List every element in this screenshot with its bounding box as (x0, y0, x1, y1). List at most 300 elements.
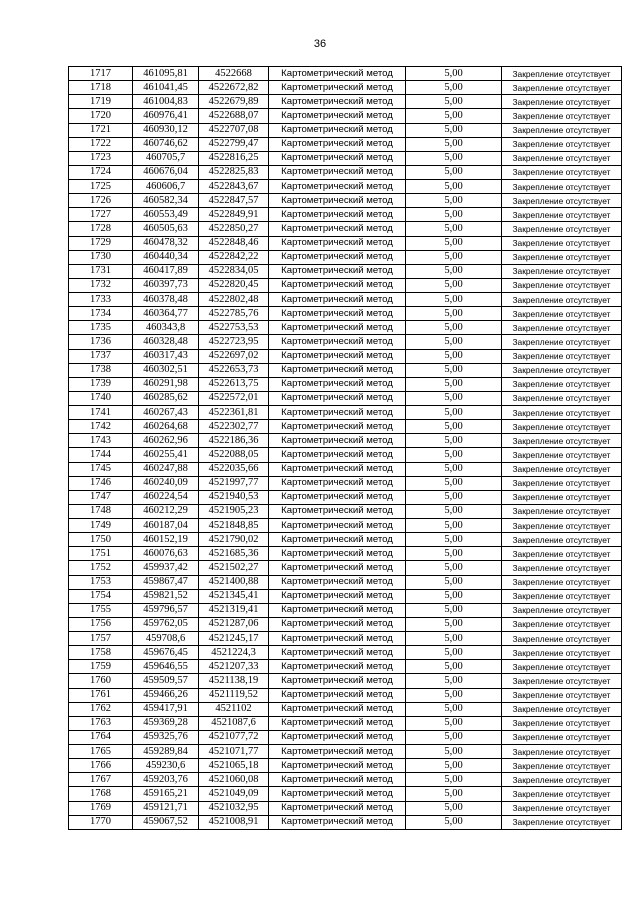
y-coordinate-cell: 4522820,45 (199, 278, 269, 292)
table-row (69, 787, 622, 801)
accuracy-cell: 5,00 (406, 688, 502, 702)
accuracy-cell: 5,00 (406, 448, 502, 462)
method-cell: Картометрический метод (269, 674, 406, 688)
point-number-cell: 1769 (69, 801, 133, 815)
fixation-cell: Закрепление отсутствует (502, 222, 622, 236)
table-row (69, 745, 622, 759)
table-row (69, 151, 622, 165)
x-coordinate-cell: 459203,76 (133, 773, 199, 787)
table-row (69, 307, 622, 321)
method-cell: Картометрический метод (269, 801, 406, 815)
y-coordinate-cell: 4522302,77 (199, 420, 269, 434)
method-cell: Картометрический метод (269, 759, 406, 773)
y-coordinate-cell: 4522361,81 (199, 406, 269, 420)
table-row (69, 293, 622, 307)
table-row (69, 632, 622, 646)
method-cell: Картометрический метод (269, 222, 406, 236)
x-coordinate-cell: 460930,12 (133, 123, 199, 137)
fixation-cell: Закрепление отсутствует (502, 519, 622, 533)
point-number-cell: 1726 (69, 194, 133, 208)
point-number-cell: 1739 (69, 377, 133, 391)
x-coordinate-cell: 460440,34 (133, 250, 199, 264)
method-cell: Картометрический метод (269, 745, 406, 759)
y-coordinate-cell: 4522843,67 (199, 180, 269, 194)
fixation-cell: Закрепление отсутствует (502, 434, 622, 448)
coordinates-table-body (69, 67, 622, 830)
accuracy-cell: 5,00 (406, 335, 502, 349)
y-coordinate-cell: 4522707,08 (199, 123, 269, 137)
method-cell: Картометрический метод (269, 787, 406, 801)
fixation-cell: Закрепление отсутствует (502, 787, 622, 801)
table-row (69, 533, 622, 547)
fixation-cell: Закрепление отсутствует (502, 504, 622, 518)
y-coordinate-cell: 4521940,53 (199, 490, 269, 504)
x-coordinate-cell: 460267,43 (133, 406, 199, 420)
point-number-cell: 1729 (69, 236, 133, 250)
point-number-cell: 1760 (69, 674, 133, 688)
x-coordinate-cell: 460187,04 (133, 519, 199, 533)
table-row (69, 448, 622, 462)
accuracy-cell: 5,00 (406, 674, 502, 688)
table-row (69, 646, 622, 660)
fixation-cell: Закрепление отсутствует (502, 730, 622, 744)
table-row (69, 391, 622, 405)
fixation-cell: Закрепление отсутствует (502, 420, 622, 434)
y-coordinate-cell: 4522799,47 (199, 137, 269, 151)
accuracy-cell: 5,00 (406, 617, 502, 631)
method-cell: Картометрический метод (269, 519, 406, 533)
point-number-cell: 1730 (69, 250, 133, 264)
method-cell: Картометрический метод (269, 575, 406, 589)
method-cell: Картометрический метод (269, 151, 406, 165)
accuracy-cell: 5,00 (406, 773, 502, 787)
y-coordinate-cell: 4522653,73 (199, 363, 269, 377)
accuracy-cell: 5,00 (406, 137, 502, 151)
x-coordinate-cell: 460328,48 (133, 335, 199, 349)
fixation-cell: Закрепление отсутствует (502, 194, 622, 208)
fixation-cell: Закрепление отсутствует (502, 293, 622, 307)
y-coordinate-cell: 4521102 (199, 702, 269, 716)
method-cell: Картометрический метод (269, 448, 406, 462)
method-cell: Картометрический метод (269, 646, 406, 660)
fixation-cell: Закрепление отсутствует (502, 815, 622, 829)
table-row (69, 264, 622, 278)
accuracy-cell: 5,00 (406, 603, 502, 617)
table-row (69, 250, 622, 264)
point-number-cell: 1756 (69, 617, 133, 631)
table-row (69, 194, 622, 208)
coordinates-table (68, 66, 622, 830)
table-row (69, 180, 622, 194)
method-cell: Картометрический метод (269, 335, 406, 349)
fixation-cell: Закрепление отсутствует (502, 208, 622, 222)
accuracy-cell: 5,00 (406, 236, 502, 250)
point-number-cell: 1745 (69, 462, 133, 476)
y-coordinate-cell: 4521319,41 (199, 603, 269, 617)
fixation-cell: Закрепление отсутствует (502, 617, 622, 631)
method-cell: Картометрический метод (269, 81, 406, 95)
accuracy-cell: 5,00 (406, 250, 502, 264)
method-cell: Картометрический метод (269, 504, 406, 518)
x-coordinate-cell: 459867,47 (133, 575, 199, 589)
accuracy-cell: 5,00 (406, 95, 502, 109)
method-cell: Картометрический метод (269, 815, 406, 829)
accuracy-cell: 5,00 (406, 815, 502, 829)
method-cell: Картометрический метод (269, 363, 406, 377)
x-coordinate-cell: 459325,76 (133, 730, 199, 744)
x-coordinate-cell: 461095,81 (133, 67, 199, 81)
y-coordinate-cell: 4521138,19 (199, 674, 269, 688)
table-row (69, 759, 622, 773)
y-coordinate-cell: 4522688,07 (199, 109, 269, 123)
method-cell: Картометрический метод (269, 349, 406, 363)
point-number-cell: 1754 (69, 589, 133, 603)
method-cell: Картометрический метод (269, 307, 406, 321)
y-coordinate-cell: 4521502,27 (199, 561, 269, 575)
accuracy-cell: 5,00 (406, 702, 502, 716)
accuracy-cell: 5,00 (406, 660, 502, 674)
accuracy-cell: 5,00 (406, 363, 502, 377)
x-coordinate-cell: 461041,45 (133, 81, 199, 95)
y-coordinate-cell: 4522848,46 (199, 236, 269, 250)
point-number-cell: 1725 (69, 180, 133, 194)
x-coordinate-cell: 460676,04 (133, 165, 199, 179)
accuracy-cell: 5,00 (406, 264, 502, 278)
x-coordinate-cell: 459509,57 (133, 674, 199, 688)
fixation-cell: Закрепление отсутствует (502, 165, 622, 179)
y-coordinate-cell: 4521071,77 (199, 745, 269, 759)
accuracy-cell: 5,00 (406, 519, 502, 533)
accuracy-cell: 5,00 (406, 434, 502, 448)
x-coordinate-cell: 459165,21 (133, 787, 199, 801)
y-coordinate-cell: 4522186,36 (199, 434, 269, 448)
y-coordinate-cell: 4522572,01 (199, 391, 269, 405)
y-coordinate-cell: 4522849,91 (199, 208, 269, 222)
y-coordinate-cell: 4522753,53 (199, 321, 269, 335)
method-cell: Картометрический метод (269, 377, 406, 391)
point-number-cell: 1736 (69, 335, 133, 349)
method-cell: Картометрический метод (269, 250, 406, 264)
x-coordinate-cell: 460291,98 (133, 377, 199, 391)
y-coordinate-cell: 4521049,09 (199, 787, 269, 801)
fixation-cell: Закрепление отсутствует (502, 773, 622, 787)
fixation-cell: Закрепление отсутствует (502, 363, 622, 377)
y-coordinate-cell: 4522613,75 (199, 377, 269, 391)
table-row (69, 165, 622, 179)
fixation-cell: Закрепление отсутствует (502, 646, 622, 660)
x-coordinate-cell: 460343,8 (133, 321, 199, 335)
x-coordinate-cell: 460364,77 (133, 307, 199, 321)
y-coordinate-cell: 4521224,3 (199, 646, 269, 660)
point-number-cell: 1749 (69, 519, 133, 533)
point-number-cell: 1746 (69, 476, 133, 490)
point-number-cell: 1763 (69, 716, 133, 730)
x-coordinate-cell: 460285,62 (133, 391, 199, 405)
method-cell: Картометрический метод (269, 773, 406, 787)
fixation-cell: Закрепление отсутствует (502, 236, 622, 250)
method-cell: Картометрический метод (269, 716, 406, 730)
method-cell: Картометрический метод (269, 702, 406, 716)
x-coordinate-cell: 461004,83 (133, 95, 199, 109)
x-coordinate-cell: 460212,29 (133, 504, 199, 518)
method-cell: Картометрический метод (269, 561, 406, 575)
table-row (69, 278, 622, 292)
point-number-cell: 1731 (69, 264, 133, 278)
table-row (69, 434, 622, 448)
fixation-cell: Закрепление отсутствует (502, 547, 622, 561)
x-coordinate-cell: 460397,73 (133, 278, 199, 292)
point-number-cell: 1720 (69, 109, 133, 123)
accuracy-cell: 5,00 (406, 646, 502, 660)
method-cell: Картометрический метод (269, 603, 406, 617)
page-number: 36 (313, 38, 327, 50)
table-row (69, 95, 622, 109)
table-row (69, 589, 622, 603)
table-row (69, 335, 622, 349)
y-coordinate-cell: 4521345,41 (199, 589, 269, 603)
x-coordinate-cell: 459937,42 (133, 561, 199, 575)
x-coordinate-cell: 460264,68 (133, 420, 199, 434)
y-coordinate-cell: 4521087,6 (199, 716, 269, 730)
method-cell: Картометрический метод (269, 533, 406, 547)
accuracy-cell: 5,00 (406, 307, 502, 321)
x-coordinate-cell: 459121,71 (133, 801, 199, 815)
fixation-cell: Закрепление отсутствует (502, 674, 622, 688)
table-row (69, 815, 622, 829)
fixation-cell: Закрепление отсутствует (502, 490, 622, 504)
y-coordinate-cell: 4521997,77 (199, 476, 269, 490)
x-coordinate-cell: 459646,55 (133, 660, 199, 674)
method-cell: Картометрический метод (269, 293, 406, 307)
y-coordinate-cell: 4522834,05 (199, 264, 269, 278)
method-cell: Картометрический метод (269, 137, 406, 151)
accuracy-cell: 5,00 (406, 67, 502, 81)
y-coordinate-cell: 4521060,08 (199, 773, 269, 787)
point-number-cell: 1766 (69, 759, 133, 773)
point-number-cell: 1770 (69, 815, 133, 829)
x-coordinate-cell: 459708,6 (133, 632, 199, 646)
fixation-cell: Закрепление отсутствует (502, 95, 622, 109)
method-cell: Картометрический метод (269, 264, 406, 278)
fixation-cell: Закрепление отсутствует (502, 321, 622, 335)
accuracy-cell: 5,00 (406, 377, 502, 391)
accuracy-cell: 5,00 (406, 462, 502, 476)
method-cell: Картометрический метод (269, 180, 406, 194)
fixation-cell: Закрепление отсутствует (502, 278, 622, 292)
point-number-cell: 1735 (69, 321, 133, 335)
method-cell: Картометрический метод (269, 165, 406, 179)
fixation-cell: Закрепление отсутствует (502, 575, 622, 589)
x-coordinate-cell: 459289,84 (133, 745, 199, 759)
accuracy-cell: 5,00 (406, 420, 502, 434)
point-number-cell: 1721 (69, 123, 133, 137)
accuracy-cell: 5,00 (406, 165, 502, 179)
x-coordinate-cell: 460247,88 (133, 462, 199, 476)
table-row (69, 420, 622, 434)
table-row (69, 476, 622, 490)
y-coordinate-cell: 4521207,33 (199, 660, 269, 674)
method-cell: Картометрический метод (269, 236, 406, 250)
point-number-cell: 1761 (69, 688, 133, 702)
point-number-cell: 1727 (69, 208, 133, 222)
method-cell: Картометрический метод (269, 123, 406, 137)
accuracy-cell: 5,00 (406, 589, 502, 603)
table-row (69, 137, 622, 151)
method-cell: Картометрический метод (269, 95, 406, 109)
x-coordinate-cell: 460505,63 (133, 222, 199, 236)
fixation-cell: Закрепление отсутствует (502, 801, 622, 815)
table-row (69, 406, 622, 420)
y-coordinate-cell: 4522850,27 (199, 222, 269, 236)
accuracy-cell: 5,00 (406, 321, 502, 335)
accuracy-cell: 5,00 (406, 561, 502, 575)
point-number-cell: 1722 (69, 137, 133, 151)
x-coordinate-cell: 459067,52 (133, 815, 199, 829)
accuracy-cell: 5,00 (406, 406, 502, 420)
accuracy-cell: 5,00 (406, 716, 502, 730)
method-cell: Картометрический метод (269, 660, 406, 674)
x-coordinate-cell: 460302,51 (133, 363, 199, 377)
method-cell: Картометрический метод (269, 490, 406, 504)
table-row (69, 222, 622, 236)
point-number-cell: 1752 (69, 561, 133, 575)
x-coordinate-cell: 460976,41 (133, 109, 199, 123)
x-coordinate-cell: 460255,41 (133, 448, 199, 462)
x-coordinate-cell: 460378,48 (133, 293, 199, 307)
method-cell: Картометрический метод (269, 547, 406, 561)
fixation-cell: Закрепление отсутствует (502, 264, 622, 278)
y-coordinate-cell: 4522088,05 (199, 448, 269, 462)
y-coordinate-cell: 4521032,95 (199, 801, 269, 815)
x-coordinate-cell: 459369,28 (133, 716, 199, 730)
table-row (69, 67, 622, 81)
table-row (69, 490, 622, 504)
method-cell: Картометрический метод (269, 730, 406, 744)
point-number-cell: 1751 (69, 547, 133, 561)
fixation-cell: Закрепление отсутствует (502, 561, 622, 575)
table-row (69, 716, 622, 730)
table-row (69, 363, 622, 377)
fixation-cell: Закрепление отсутствует (502, 702, 622, 716)
method-cell: Картометрический метод (269, 420, 406, 434)
fixation-cell: Закрепление отсутствует (502, 589, 622, 603)
accuracy-cell: 5,00 (406, 547, 502, 561)
x-coordinate-cell: 460417,89 (133, 264, 199, 278)
table-row (69, 321, 622, 335)
table-row (69, 504, 622, 518)
y-coordinate-cell: 4522802,48 (199, 293, 269, 307)
y-coordinate-cell: 4522679,89 (199, 95, 269, 109)
point-number-cell: 1740 (69, 391, 133, 405)
fixation-cell: Закрепление отсутствует (502, 81, 622, 95)
point-number-cell: 1757 (69, 632, 133, 646)
accuracy-cell: 5,00 (406, 194, 502, 208)
table-row (69, 660, 622, 674)
fixation-cell: Закрепление отсутствует (502, 745, 622, 759)
fixation-cell: Закрепление отсутствует (502, 603, 622, 617)
x-coordinate-cell: 460076,63 (133, 547, 199, 561)
table-row (69, 603, 622, 617)
accuracy-cell: 5,00 (406, 801, 502, 815)
x-coordinate-cell: 460240,09 (133, 476, 199, 490)
fixation-cell: Закрепление отсутствует (502, 660, 622, 674)
y-coordinate-cell: 4521848,85 (199, 519, 269, 533)
point-number-cell: 1743 (69, 434, 133, 448)
y-coordinate-cell: 4522668 (199, 67, 269, 81)
method-cell: Картометрический метод (269, 617, 406, 631)
point-number-cell: 1744 (69, 448, 133, 462)
fixation-cell: Закрепление отсутствует (502, 391, 622, 405)
method-cell: Картометрический метод (269, 462, 406, 476)
accuracy-cell: 5,00 (406, 490, 502, 504)
table-row (69, 236, 622, 250)
accuracy-cell: 5,00 (406, 293, 502, 307)
x-coordinate-cell: 460478,32 (133, 236, 199, 250)
fixation-cell: Закрепление отсутствует (502, 759, 622, 773)
table-row (69, 561, 622, 575)
method-cell: Картометрический метод (269, 632, 406, 646)
x-coordinate-cell: 460317,43 (133, 349, 199, 363)
fixation-cell: Закрепление отсутствует (502, 716, 622, 730)
x-coordinate-cell: 460746,62 (133, 137, 199, 151)
y-coordinate-cell: 4521245,17 (199, 632, 269, 646)
y-coordinate-cell: 4522816,25 (199, 151, 269, 165)
table-row (69, 801, 622, 815)
point-number-cell: 1732 (69, 278, 133, 292)
x-coordinate-cell: 460553,49 (133, 208, 199, 222)
point-number-cell: 1755 (69, 603, 133, 617)
point-number-cell: 1762 (69, 702, 133, 716)
point-number-cell: 1741 (69, 406, 133, 420)
accuracy-cell: 5,00 (406, 180, 502, 194)
accuracy-cell: 5,00 (406, 476, 502, 490)
accuracy-cell: 5,00 (406, 81, 502, 95)
y-coordinate-cell: 4522723,95 (199, 335, 269, 349)
fixation-cell: Закрепление отсутствует (502, 67, 622, 81)
fixation-cell: Закрепление отсутствует (502, 462, 622, 476)
fixation-cell: Закрепление отсутствует (502, 377, 622, 391)
accuracy-cell: 5,00 (406, 123, 502, 137)
x-coordinate-cell: 459796,57 (133, 603, 199, 617)
fixation-cell: Закрепление отсутствует (502, 250, 622, 264)
accuracy-cell: 5,00 (406, 745, 502, 759)
accuracy-cell: 5,00 (406, 222, 502, 236)
accuracy-cell: 5,00 (406, 632, 502, 646)
point-number-cell: 1758 (69, 646, 133, 660)
method-cell: Картометрический метод (269, 476, 406, 490)
point-number-cell: 1724 (69, 165, 133, 179)
method-cell: Картометрический метод (269, 208, 406, 222)
x-coordinate-cell: 459821,52 (133, 589, 199, 603)
method-cell: Картометрический метод (269, 278, 406, 292)
fixation-cell: Закрепление отсутствует (502, 406, 622, 420)
point-number-cell: 1753 (69, 575, 133, 589)
y-coordinate-cell: 4522672,82 (199, 81, 269, 95)
y-coordinate-cell: 4522842,22 (199, 250, 269, 264)
x-coordinate-cell: 459230,6 (133, 759, 199, 773)
table-row (69, 123, 622, 137)
method-cell: Картометрический метод (269, 589, 406, 603)
fixation-cell: Закрепление отсутствует (502, 137, 622, 151)
point-number-cell: 1719 (69, 95, 133, 109)
table-row (69, 519, 622, 533)
method-cell: Картометрический метод (269, 391, 406, 405)
table-row (69, 377, 622, 391)
y-coordinate-cell: 4521287,06 (199, 617, 269, 631)
method-cell: Картометрический метод (269, 434, 406, 448)
method-cell: Картометрический метод (269, 109, 406, 123)
y-coordinate-cell: 4522697,02 (199, 349, 269, 363)
